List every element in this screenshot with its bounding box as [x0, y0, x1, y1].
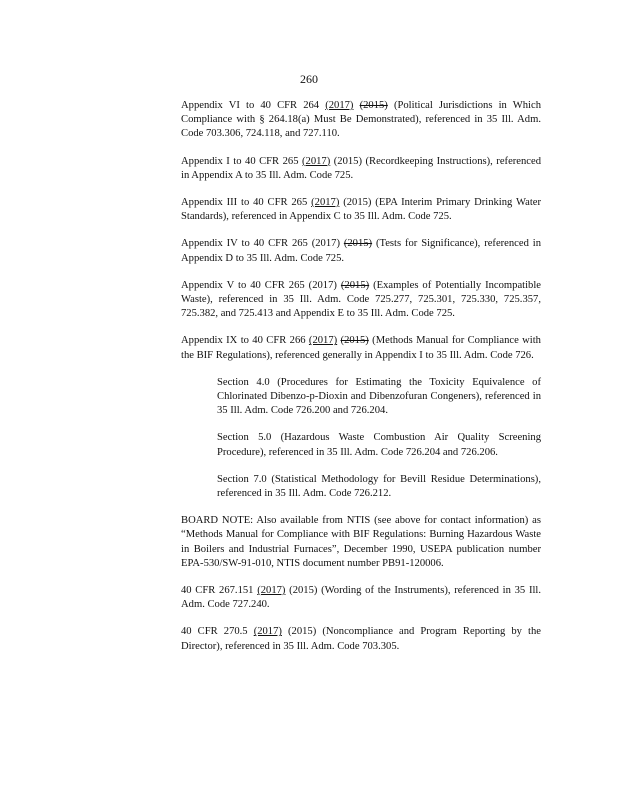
- paragraph-text: (Methods Manual for Compliance with the BIF Regulations), referenced generally in Appendix I to 35 Ill. Adm. Code 726.: [181, 335, 541, 361]
- paragraph-text: Section 7.0 (Statistical Methodology for Bevill Residue Determinations), referenced in 35 Ill. Adm. Code 726.212.: [217, 473, 541, 500]
- inserted-text: (2017): [308, 335, 338, 347]
- inserted-text: (2017): [302, 155, 331, 167]
- paragraph-text: 40 CFR 270.5: [181, 626, 254, 638]
- paragraph-text: Appendix IV to 40 CFR 265 (2017): [181, 238, 344, 250]
- paragraph-text: Appendix III to 40 CFR 265: [181, 197, 312, 209]
- paragraph-text: BOARD NOTE: Also available from NTIS (see above for contact information) as “Methods Manual for Compliance with BIF Regulations: Burning Hazardous Waste in Boilers and Industrial Furnaces”, December 1990, USEPA publication number EPA-530/SW-91-010, NTIS document number PB91-120006.: [181, 515, 541, 569]
- paragraph-text: (2015) (Recordkeeping Instructions), referenced in Appendix A to 35 Ill. Adm. Code 725.: [181, 155, 541, 181]
- paragraph-text: Section 4.0 (Procedures for Estimating the Toxicity Equivalence of Chlorinated Dibenzo-p-Dioxin and Dibenzofuran Congeners), referenced in 35 Ill. Adm. Code 726.200 and 726.204.: [217, 376, 541, 417]
- reference-paragraph: [181, 196, 541, 224]
- inserted-text: (2017): [253, 626, 282, 638]
- sub-reference-paragraph: [217, 473, 541, 501]
- paragraph-text: (Examples of Potentially Incompatible Waste), referenced in 35 Ill. Adm. Code 725.277, 725.301, 725.330, 725.357, 725.382, and 725.413 and Appendix E to 35 Ill. Adm. Code 725.: [181, 279, 542, 320]
- reference-paragraph: [181, 99, 541, 142]
- paragraph-text: (Tests for Significance), referenced in Appendix D to 35 Ill. Adm. Code 725.: [181, 238, 541, 264]
- paragraph-text: (2015) (Noncompliance and Program Reporting by the Director), referenced in 35 Ill. Adm. Code 703.305.: [181, 626, 541, 652]
- reference-paragraph: [181, 514, 541, 571]
- page-number: 260: [300, 72, 318, 86]
- reference-paragraph: [181, 237, 541, 265]
- paragraph-text: (2015) (EPA Interim Primary Drinking Water Standards), referenced in Appendix C to 35 Ill. Adm. Code 725.: [181, 197, 541, 223]
- deleted-text: (2015): [340, 279, 370, 291]
- sub-reference-paragraph: [217, 431, 541, 459]
- reference-paragraph: [181, 584, 541, 612]
- reference-paragraph: [181, 155, 541, 183]
- paragraph-text: Appendix V to 40 CFR 265 (2017): [181, 279, 341, 291]
- inserted-text: (2017): [325, 100, 354, 111]
- paragraph-text: (Political Jurisdictions in Which Compliance with § 264.18(a) Must Be Demonstrated), referenced in 35 Ill. Adm. Code 703.306, 724.118, and 727.110.: [181, 100, 541, 140]
- paragraph-text: Appendix IX to 40 CFR 266: [181, 335, 309, 347]
- paragraph-text: 40 CFR 267.151: [181, 585, 258, 597]
- reference-paragraph: [181, 625, 541, 653]
- reference-paragraph: [181, 279, 541, 322]
- paragraph-text: Appendix VI to 40 CFR 264: [181, 100, 326, 111]
- sub-reference-paragraph: [217, 376, 541, 419]
- paragraph-text: (2015) (Wording of the Instruments), referenced in 35 Ill. Adm. Code 727.240.: [181, 585, 542, 611]
- deleted-text: (2015): [359, 100, 388, 111]
- reference-paragraph: [181, 334, 541, 362]
- deleted-text: (2015): [340, 335, 369, 347]
- inserted-text: (2017): [311, 197, 340, 209]
- document-body: [181, 99, 541, 667]
- inserted-text: (2017): [257, 585, 286, 597]
- deleted-text: (2015): [343, 238, 373, 250]
- paragraph-text: Section 5.0 (Hazardous Waste Combustion Air Quality Screening Procedure), referenced in 35 Ill. Adm. Code 726.204 and 726.206.: [217, 432, 541, 458]
- paragraph-text: Appendix I to 40 CFR 265: [181, 155, 302, 167]
